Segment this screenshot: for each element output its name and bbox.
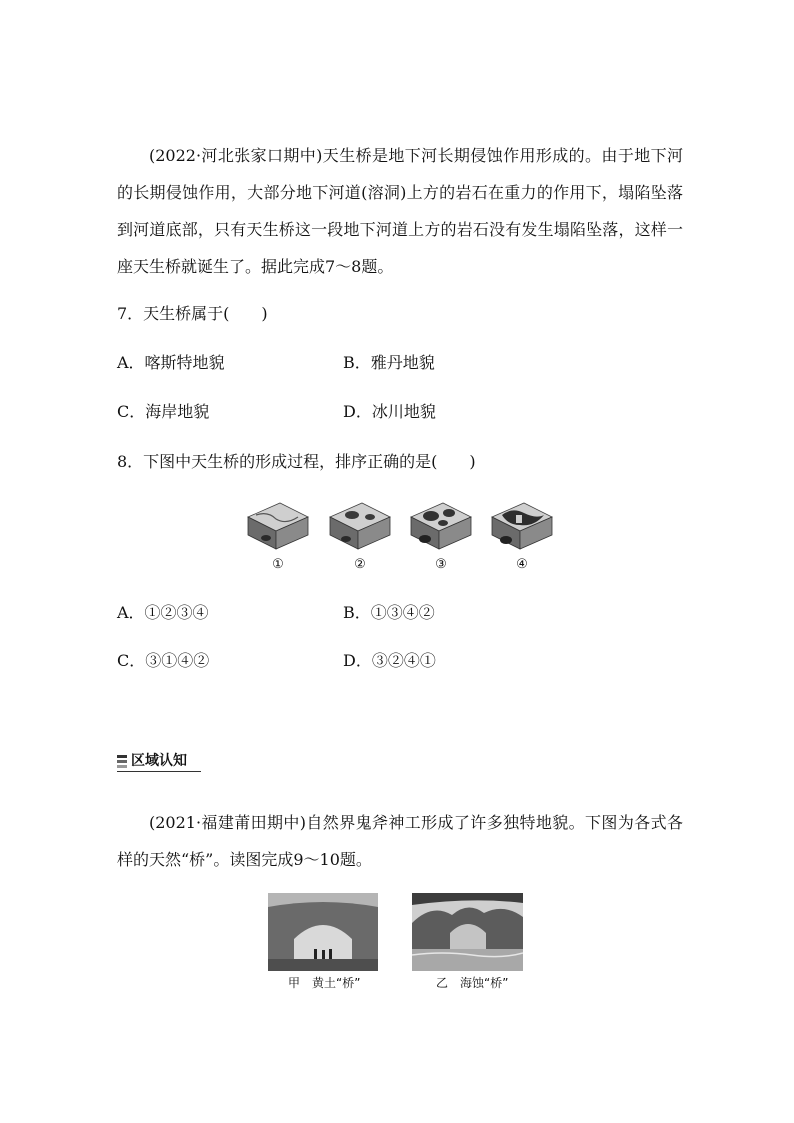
figure-label-1: ① [272, 557, 284, 572]
section-underline [117, 771, 201, 772]
passage-1: (2022·河北张家口期中)天生桥是地下河长期侵蚀作用形成的。由于地下河的长期侵蚀作用，大部分地下河道(溶洞)上方的岩石在重力的作用下，塌陷坠落到河道底部，只有天生桥这一段地下河道上方的岩石没有发生塌陷坠落，这样一座天生桥就诞生了。据此完成7～8题。 [117, 146, 683, 276]
q7-option-d: D．冰川地貌 [343, 402, 436, 421]
section-header [117, 752, 201, 772]
passage-2: (2021·福建莆田期中)自然界鬼斧神工形成了许多独特地貌。下图为各式各样的天然“桥”。读图完成9～10题。 [117, 813, 683, 869]
photo-caption-left: 甲 黄土“桥” [288, 976, 361, 990]
q7-option-b: B．雅丹地貌 [343, 353, 435, 372]
figure-label-2: ② [354, 557, 366, 572]
figure-label-4: ④ [516, 557, 528, 572]
section-title: 区域认知 [131, 753, 187, 769]
karst-block-diagram-4 [490, 495, 554, 555]
photo-caption-right: 乙 海蚀“桥” [436, 976, 509, 990]
karst-block-diagram-3 [409, 495, 473, 555]
karst-block-diagram-2 [328, 495, 392, 555]
q7-option-c: C．海岸地貌 [117, 402, 210, 421]
formation-process-figure [246, 495, 556, 580]
karst-block-diagram-1 [246, 495, 310, 555]
loess-bridge-photo [268, 893, 378, 971]
section-marker-icon [117, 755, 127, 769]
q8-option-b: B．①③④② [343, 603, 435, 622]
q8-option-d: D．③②④① [343, 651, 436, 670]
question-8-stem: 8．下图中天生桥的形成过程，排序正确的是( ) [117, 452, 476, 471]
question-7-stem: 7．天生桥属于( ) [117, 304, 268, 323]
q8-option-a: A．①②③④ [117, 603, 209, 622]
q7-option-a: A．喀斯特地貌 [117, 353, 225, 372]
figure-label-3: ③ [435, 557, 447, 572]
sea-arch-bridge-photo [412, 893, 523, 971]
q8-option-c: C．③①④② [117, 651, 210, 670]
